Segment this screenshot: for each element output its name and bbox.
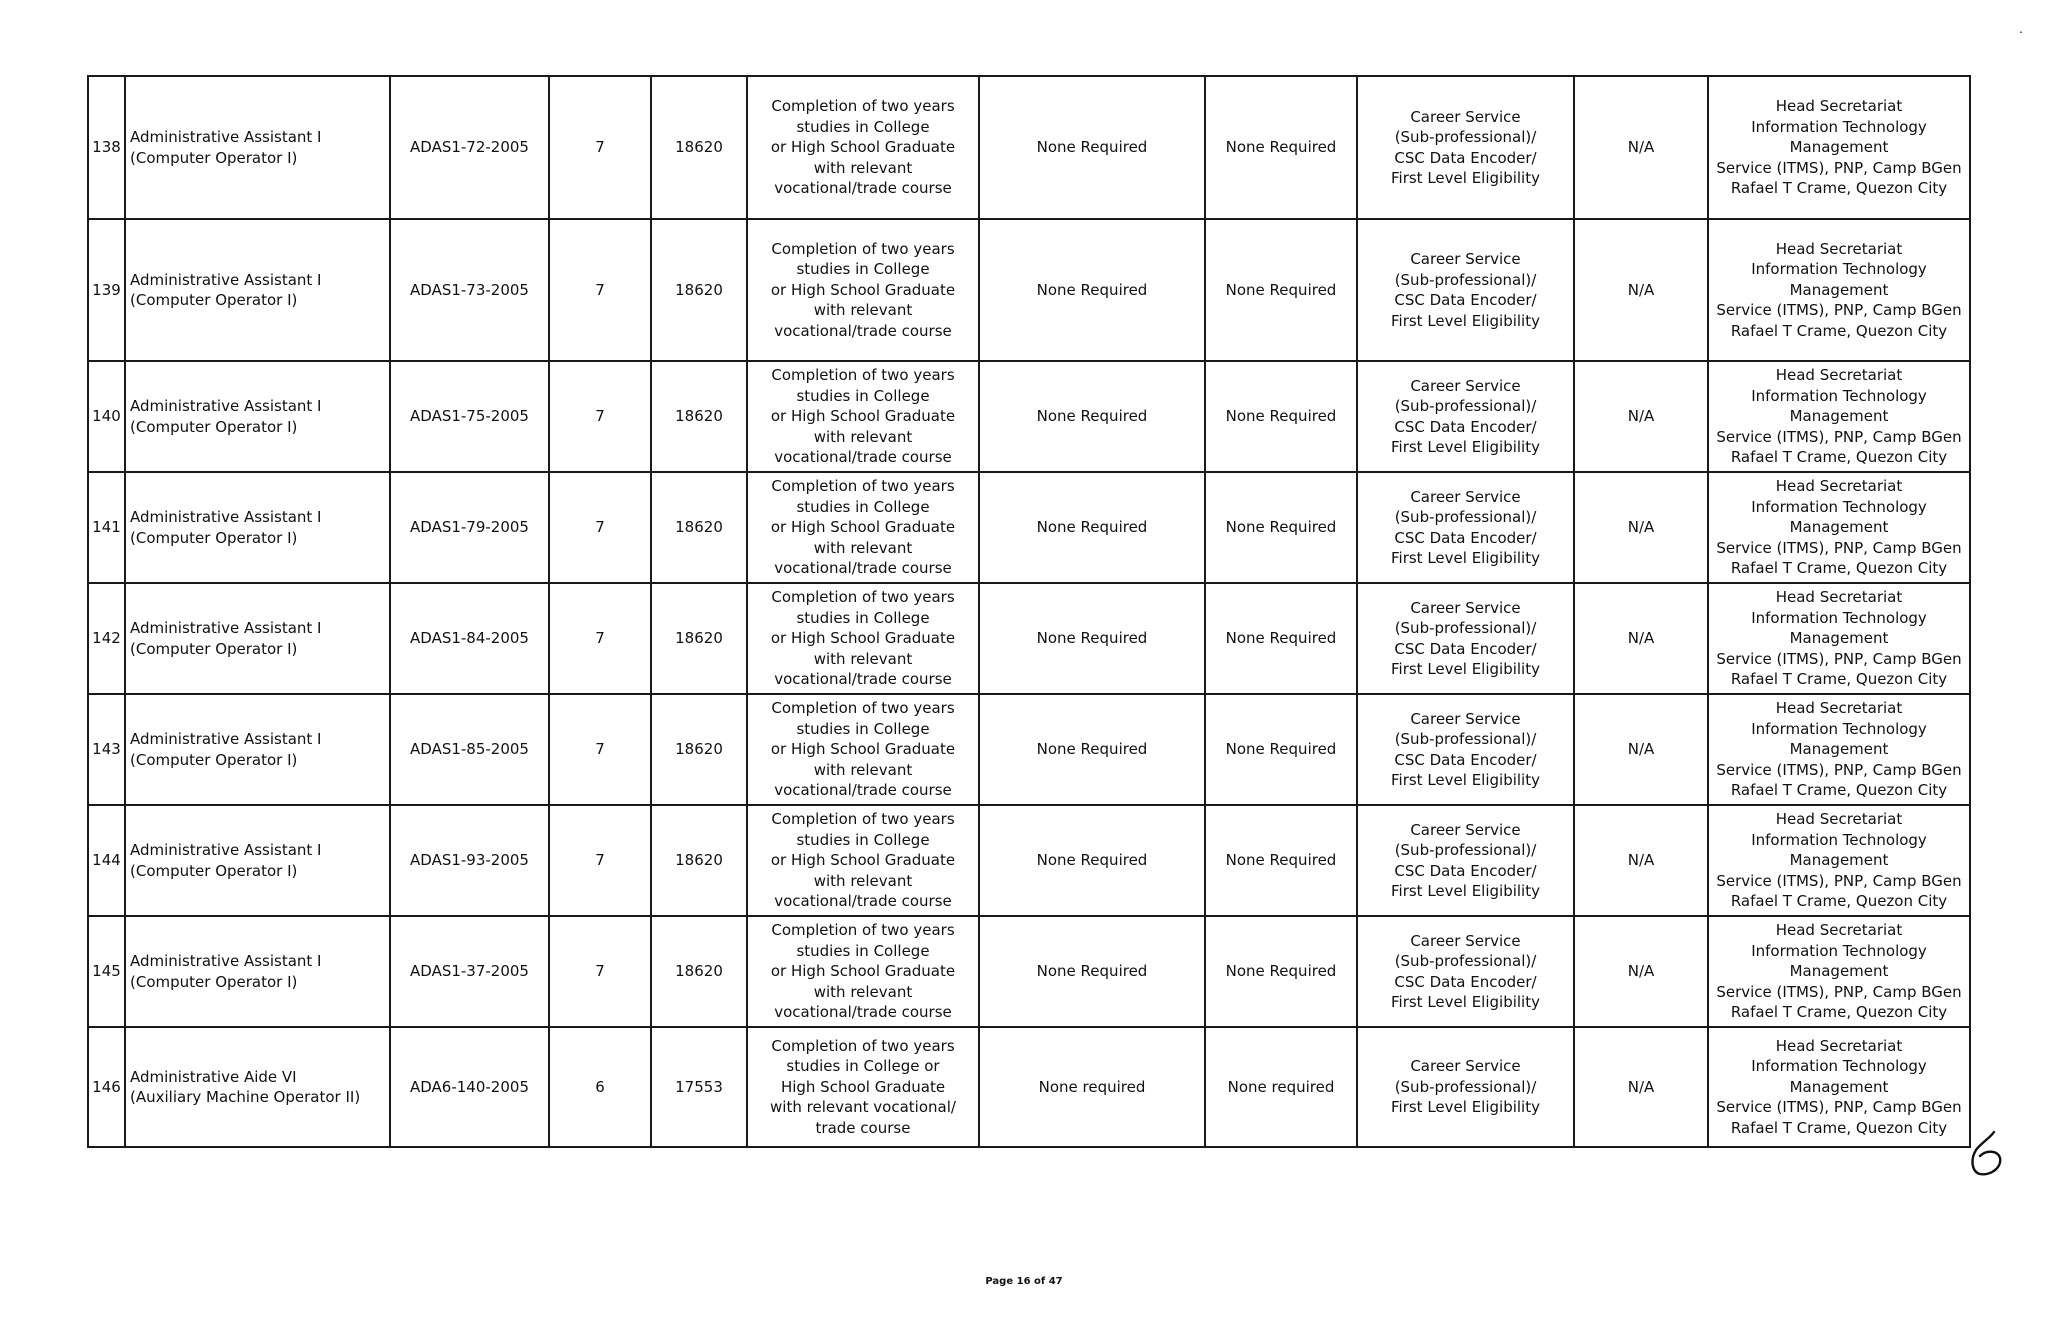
competency-requirement-cell (1574, 76, 1708, 219)
position-title: Administrative Assistant I (Computer Operator I) (130, 841, 322, 880)
item-number-cell (390, 361, 549, 472)
row-number: 144 (92, 851, 121, 870)
row-number-cell (88, 694, 125, 805)
row-number-cell (88, 472, 125, 583)
row-number: 143 (92, 740, 121, 759)
row-number-cell (88, 583, 125, 694)
table-row (88, 361, 1970, 472)
place-of-assignment: Head Secretariat Information Technology Management Service (ITMS), PNP, Camp BGen Rafael T Crame, Quezon City (1716, 97, 1962, 198)
competency-requirement: N/A (1627, 280, 1655, 299)
item-number-cell (390, 76, 549, 219)
item-number-cell (390, 219, 549, 361)
eligibility-requirement-cell (1357, 583, 1574, 694)
place-of-assignment: Head Secretariat Information Technology Management Service (ITMS), PNP, Camp BGen Rafael T Crame, Quezon City (1716, 810, 1962, 911)
row-number: 139 (92, 280, 121, 299)
competency-requirement-cell (1574, 916, 1708, 1027)
signature-initial (1950, 1130, 2020, 1180)
monthly-salary-cell (651, 361, 747, 472)
competency-requirement-cell (1574, 1027, 1708, 1147)
table-row (88, 1027, 1970, 1147)
eligibility-requirement: Career Service (Sub-professional)/ CSC Data Encoder/ First Level Eligibility (1391, 250, 1540, 330)
education-requirement-cell (747, 916, 979, 1027)
eligibility-requirement: Career Service (Sub-professional)/ CSC Data Encoder/ First Level Eligibility (1391, 820, 1540, 900)
position-title-cell (125, 219, 390, 361)
education-requirement-cell (747, 219, 979, 361)
monthly-salary-cell (651, 694, 747, 805)
row-number: 146 (92, 1077, 121, 1096)
row-number: 145 (92, 962, 121, 981)
place-of-assignment-cell (1708, 694, 1970, 805)
position-title: Administrative Assistant I (Computer Operator I) (130, 619, 322, 658)
row-number-cell (88, 805, 125, 916)
table-row (88, 472, 1970, 583)
education-requirement: Completion of two years studies in College or High School Graduate with relevant vocational/trade course (770, 477, 956, 578)
place-of-assignment: Head Secretariat Information Technology Management Service (ITMS), PNP, Camp BGen Rafael T Crame, Quezon City (1716, 1036, 1962, 1137)
position-title: Administrative Assistant I (Computer Operator I) (130, 270, 322, 309)
salary-grade-cell (549, 1027, 651, 1147)
training-requirement: None Required (1036, 629, 1148, 648)
row-number-cell (88, 219, 125, 361)
education-requirement: Completion of two years studies in College or High School Graduate with relevant vocational/trade course (770, 366, 956, 467)
education-requirement-cell (747, 583, 979, 694)
table-row (88, 76, 1970, 219)
training-requirement-cell (979, 694, 1205, 805)
competency-requirement-cell (1574, 694, 1708, 805)
competency-requirement: N/A (1627, 629, 1655, 648)
item-number: ADAS1-72-2005 (410, 138, 529, 157)
monthly-salary: 18620 (675, 740, 723, 759)
training-requirement: None Required (1036, 740, 1148, 759)
training-requirement: None Required (1036, 962, 1148, 981)
salary-grade: 7 (595, 407, 605, 426)
eligibility-requirement-cell (1357, 1027, 1574, 1147)
education-requirement-cell (747, 805, 979, 916)
item-number: ADAS1-75-2005 (410, 407, 529, 426)
page-number: Page 16 of 47 (985, 1276, 1063, 1287)
experience-requirement-cell (1205, 916, 1357, 1027)
salary-grade: 7 (595, 138, 605, 157)
education-requirement: Completion of two years studies in College or High School Graduate with relevant vocational/trade course (770, 921, 956, 1022)
competency-requirement: N/A (1627, 740, 1655, 759)
experience-requirement-cell (1205, 361, 1357, 472)
experience-requirement: None Required (1225, 407, 1337, 426)
item-number-cell (390, 694, 549, 805)
salary-grade: 7 (595, 851, 605, 870)
salary-grade-cell (549, 76, 651, 219)
training-requirement: None required (1038, 1077, 1146, 1096)
row-number-cell (88, 1027, 125, 1147)
education-requirement: Completion of two years studies in College or High School Graduate with relevant vocational/ trade course (770, 1036, 956, 1137)
experience-requirement: None Required (1225, 962, 1337, 981)
monthly-salary: 18620 (675, 962, 723, 981)
row-number-cell (88, 361, 125, 472)
place-of-assignment-cell (1708, 805, 1970, 916)
competency-requirement: N/A (1627, 518, 1655, 537)
experience-requirement: None Required (1225, 629, 1337, 648)
monthly-salary-cell (651, 805, 747, 916)
position-title-cell (125, 805, 390, 916)
monthly-salary: 18620 (675, 629, 723, 648)
competency-requirement-cell (1574, 219, 1708, 361)
position-title: Administrative Aide VI (Auxiliary Machine Operator II) (130, 1067, 361, 1106)
place-of-assignment-cell (1708, 219, 1970, 361)
eligibility-requirement-cell (1357, 76, 1574, 219)
table-body (88, 76, 1970, 1147)
competency-requirement-cell (1574, 361, 1708, 472)
position-title-cell (125, 361, 390, 472)
position-title: Administrative Assistant I (Computer Operator I) (130, 730, 322, 769)
salary-grade-cell (549, 583, 651, 694)
education-requirement-cell (747, 472, 979, 583)
place-of-assignment-cell (1708, 76, 1970, 219)
table-row (88, 583, 1970, 694)
item-number: ADAS1-84-2005 (410, 629, 529, 648)
experience-requirement: None Required (1225, 740, 1337, 759)
eligibility-requirement-cell (1357, 694, 1574, 805)
training-requirement-cell (979, 1027, 1205, 1147)
position-title-cell (125, 694, 390, 805)
experience-requirement: None Required (1225, 518, 1337, 537)
education-requirement: Completion of two years studies in College or High School Graduate with relevant vocational/trade course (770, 97, 956, 198)
place-of-assignment: Head Secretariat Information Technology Management Service (ITMS), PNP, Camp BGen Rafael T Crame, Quezon City (1716, 588, 1962, 689)
experience-requirement-cell (1205, 76, 1357, 219)
row-number-cell (88, 76, 125, 219)
training-requirement-cell (979, 361, 1205, 472)
place-of-assignment-cell (1708, 361, 1970, 472)
monthly-salary-cell (651, 1027, 747, 1147)
competency-requirement: N/A (1627, 851, 1655, 870)
experience-requirement-cell (1205, 472, 1357, 583)
training-requirement-cell (979, 583, 1205, 694)
place-of-assignment-cell (1708, 583, 1970, 694)
education-requirement-cell (747, 76, 979, 219)
position-title: Administrative Assistant I (Computer Operator I) (130, 128, 322, 167)
monthly-salary: 18620 (675, 851, 723, 870)
salary-grade-cell (549, 219, 651, 361)
salary-grade-cell (549, 805, 651, 916)
item-number: ADAS1-73-2005 (410, 280, 529, 299)
positions-table (87, 75, 1971, 1148)
training-requirement: None Required (1036, 138, 1148, 157)
experience-requirement-cell (1205, 694, 1357, 805)
positions-table-container (87, 75, 1969, 1148)
training-requirement-cell (979, 805, 1205, 916)
monthly-salary-cell (651, 76, 747, 219)
stray-dot-mark: . (2019, 22, 2023, 36)
experience-requirement-cell (1205, 219, 1357, 361)
competency-requirement: N/A (1627, 962, 1655, 981)
item-number: ADAS1-37-2005 (410, 962, 529, 981)
eligibility-requirement: Career Service (Sub-professional)/ CSC Data Encoder/ First Level Eligibility (1391, 598, 1540, 678)
monthly-salary-cell (651, 916, 747, 1027)
training-requirement: None Required (1036, 518, 1148, 537)
competency-requirement: N/A (1627, 138, 1655, 157)
salary-grade-cell (549, 361, 651, 472)
education-requirement: Completion of two years studies in College or High School Graduate with relevant vocational/trade course (770, 239, 956, 340)
training-requirement: None Required (1036, 851, 1148, 870)
salary-grade: 6 (595, 1077, 605, 1096)
experience-requirement: None Required (1225, 280, 1337, 299)
place-of-assignment: Head Secretariat Information Technology Management Service (ITMS), PNP, Camp BGen Rafael T Crame, Quezon City (1716, 699, 1962, 800)
salary-grade: 7 (595, 740, 605, 759)
eligibility-requirement: Career Service (Sub-professional)/ CSC Data Encoder/ First Level Eligibility (1391, 709, 1540, 789)
row-number: 141 (92, 518, 121, 537)
monthly-salary: 18620 (675, 138, 723, 157)
item-number: ADAS1-79-2005 (410, 518, 529, 537)
item-number-cell (390, 916, 549, 1027)
salary-grade-cell (549, 916, 651, 1027)
monthly-salary-cell (651, 472, 747, 583)
experience-requirement-cell (1205, 1027, 1357, 1147)
table-row (88, 916, 1970, 1027)
education-requirement: Completion of two years studies in College or High School Graduate with relevant vocational/trade course (770, 588, 956, 689)
education-requirement-cell (747, 694, 979, 805)
salary-grade: 7 (595, 629, 605, 648)
experience-requirement: None required (1227, 1077, 1335, 1096)
eligibility-requirement-cell (1357, 916, 1574, 1027)
monthly-salary: 18620 (675, 280, 723, 299)
position-title-cell (125, 472, 390, 583)
position-title-cell (125, 916, 390, 1027)
eligibility-requirement: Career Service (Sub-professional)/ CSC Data Encoder/ First Level Eligibility (1391, 487, 1540, 567)
eligibility-requirement-cell (1357, 361, 1574, 472)
experience-requirement-cell (1205, 583, 1357, 694)
place-of-assignment: Head Secretariat Information Technology Management Service (ITMS), PNP, Camp BGen Rafael T Crame, Quezon City (1716, 921, 1962, 1022)
position-title-cell (125, 1027, 390, 1147)
item-number-cell (390, 472, 549, 583)
competency-requirement-cell (1574, 472, 1708, 583)
position-title-cell (125, 583, 390, 694)
row-number: 142 (92, 629, 121, 648)
eligibility-requirement-cell (1357, 219, 1574, 361)
competency-requirement-cell (1574, 805, 1708, 916)
row-number: 138 (92, 138, 121, 157)
salary-grade: 7 (595, 962, 605, 981)
position-title: Administrative Assistant I (Computer Operator I) (130, 508, 322, 547)
position-title: Administrative Assistant I (Computer Operator I) (130, 952, 322, 991)
education-requirement-cell (747, 1027, 979, 1147)
salary-grade: 7 (595, 280, 605, 299)
education-requirement: Completion of two years studies in College or High School Graduate with relevant vocational/trade course (770, 699, 956, 800)
place-of-assignment-cell (1708, 916, 1970, 1027)
item-number: ADAS1-93-2005 (410, 851, 529, 870)
place-of-assignment: Head Secretariat Information Technology Management Service (ITMS), PNP, Camp BGen Rafael T Crame, Quezon City (1716, 239, 1962, 340)
training-requirement-cell (979, 219, 1205, 361)
table-row (88, 805, 1970, 916)
monthly-salary: 18620 (675, 518, 723, 537)
education-requirement: Completion of two years studies in College or High School Graduate with relevant vocational/trade course (770, 810, 956, 911)
item-number: ADAS1-85-2005 (410, 740, 529, 759)
experience-requirement-cell (1205, 805, 1357, 916)
position-title-cell (125, 76, 390, 219)
item-number: ADA6-140-2005 (410, 1077, 529, 1096)
salary-grade-cell (549, 472, 651, 583)
experience-requirement: None Required (1225, 851, 1337, 870)
salary-grade-cell (549, 694, 651, 805)
eligibility-requirement: Career Service (Sub-professional)/ CSC Data Encoder/ First Level Eligibility (1391, 931, 1540, 1011)
place-of-assignment: Head Secretariat Information Technology Management Service (ITMS), PNP, Camp BGen Rafael T Crame, Quezon City (1716, 366, 1962, 467)
training-requirement-cell (979, 76, 1205, 219)
eligibility-requirement: Career Service (Sub-professional)/ First Level Eligibility (1391, 1057, 1540, 1117)
competency-requirement: N/A (1627, 407, 1655, 426)
monthly-salary: 18620 (675, 407, 723, 426)
position-title: Administrative Assistant I (Computer Operator I) (130, 397, 322, 436)
monthly-salary-cell (651, 583, 747, 694)
education-requirement-cell (747, 361, 979, 472)
table-row (88, 219, 1970, 361)
place-of-assignment-cell (1708, 472, 1970, 583)
item-number-cell (390, 805, 549, 916)
monthly-salary-cell (651, 219, 747, 361)
item-number-cell (390, 583, 549, 694)
training-requirement: None Required (1036, 280, 1148, 299)
monthly-salary: 17553 (675, 1077, 723, 1096)
eligibility-requirement-cell (1357, 472, 1574, 583)
training-requirement-cell (979, 916, 1205, 1027)
eligibility-requirement-cell (1357, 805, 1574, 916)
table-row (88, 694, 1970, 805)
row-number: 140 (92, 407, 121, 426)
row-number-cell (88, 916, 125, 1027)
experience-requirement: None Required (1225, 138, 1337, 157)
training-requirement: None Required (1036, 407, 1148, 426)
eligibility-requirement: Career Service (Sub-professional)/ CSC Data Encoder/ First Level Eligibility (1391, 107, 1540, 187)
training-requirement-cell (979, 472, 1205, 583)
competency-requirement: N/A (1627, 1077, 1655, 1096)
place-of-assignment-cell (1708, 1027, 1970, 1147)
item-number-cell (390, 1027, 549, 1147)
eligibility-requirement: Career Service (Sub-professional)/ CSC Data Encoder/ First Level Eligibility (1391, 376, 1540, 456)
competency-requirement-cell (1574, 583, 1708, 694)
place-of-assignment: Head Secretariat Information Technology Management Service (ITMS), PNP, Camp BGen Rafael T Crame, Quezon City (1716, 477, 1962, 578)
salary-grade: 7 (595, 518, 605, 537)
